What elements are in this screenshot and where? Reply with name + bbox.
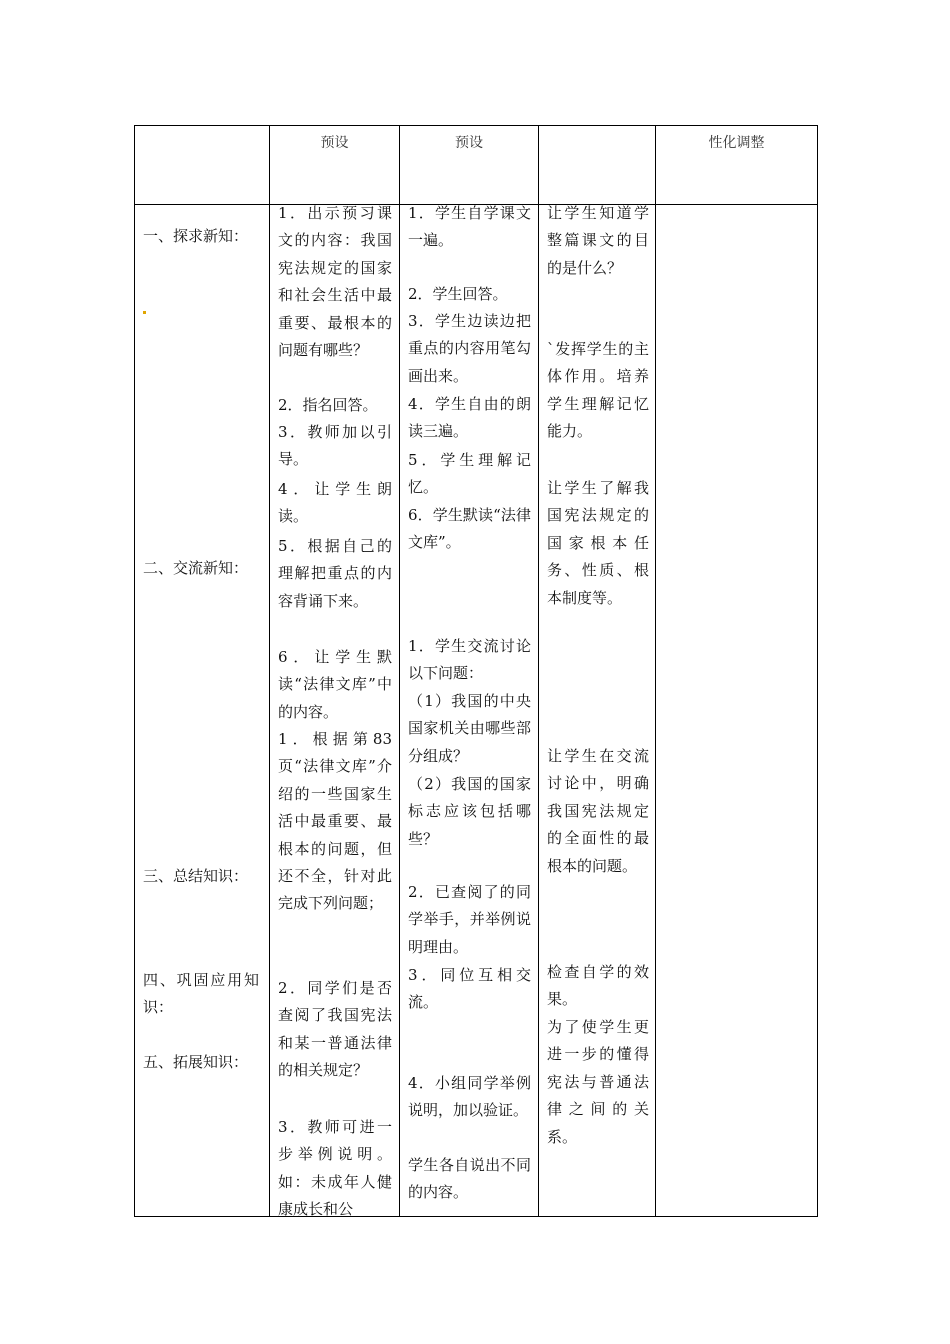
student-item-4: 4．学生自由的朗读三遍。 [408,395,531,441]
intent-item-3: 让学生了解我国宪法规定的国家根本任务、性质、根本制度等。 [547,479,649,607]
stage-3: 三、总结知识： [143,867,249,885]
teacher-item-1: 1．出示预习课文的内容：我国宪法规定的国家和社会生活中最重要、最根本的问题有哪些？ [278,204,392,360]
intent-item-2: `发挥学生的主体作用。培养学生理解记忆能力。 [547,340,649,441]
student-item-13: 学生各自说出不同的内容。 [408,1156,531,1202]
teacher-item-8: 2．同学们是否查阅了我国宪法和某一普通法律的相关规定？ [278,979,392,1080]
lesson-plan-table [134,125,818,1217]
student-item-3: 3．学生边读边把重点的内容用笔勾画出来。 [408,312,531,385]
student-item-1: 1．学生自学课文一遍。 [408,204,531,250]
student-item-5: 5．学生理解记忆。 [408,451,531,497]
student-column [400,205,539,1217]
intent-item-1: 让学生知道学整篇课文的目的是什么？ [547,204,649,277]
stage-column [135,205,270,1217]
teacher-item-6: 6．让学生默读“法律文库”中的内容。 [278,648,392,721]
adjustment-column [656,205,818,1217]
teacher-item-9: 3．教师可进一步举例说明。如：未成年人健康成长和公 [278,1118,392,1219]
intent-item-6: 为了使学生更进一步的懂得宪法与普通法律之间的关系。 [547,1018,649,1146]
teacher-item-4: 4．让学生朗读。 [278,480,392,526]
stage-4: 四、巩固应用知识： [143,971,259,1017]
header-col2: 预设 [270,126,400,205]
teacher-item-5: 5．根据自己的理解把重点的内容背诵下来。 [278,537,392,610]
teacher-item-2: 2．指名回答。 [278,396,378,414]
stage-2: 二、交流新知： [143,559,249,577]
student-item-10: 2．已查阅了的同学举手，并举例说明理由。 [408,883,531,956]
header-row [135,126,818,205]
intent-item-4: 让学生在交流讨论中，明确我国宪法规定的全面性的最根本的问题。 [547,747,649,875]
header-col3: 预设 [400,126,539,205]
student-item-7: 1．学生交流讨论以下问题： [408,637,531,683]
student-item-2: 2．学生回答。 [408,285,508,303]
header-col5: 性化调整 [656,126,818,205]
student-item-12: 4．小组同学举例说明，加以验证。 [408,1074,531,1120]
student-item-6: 6．学生默读“法律文库”。 [408,506,531,552]
intent-column [539,205,656,1217]
intent-item-5: 检查自学的效果。 [547,963,649,1009]
stage-5: 五、拓展知识： [143,1053,249,1071]
student-item-8: （1）我国的中央国家机关由哪些部分组成？ [408,692,531,765]
content-row [135,205,818,1217]
teacher-item-7: 1．根据第83页“法律文库”介绍的一些国家生活中最重要、最根本的问题，但还不全，针对此完成下列问题； [278,730,392,913]
header-col1 [135,126,270,205]
teacher-item-3: 3．教师加以引导。 [278,423,392,469]
header-col4 [539,126,656,205]
student-item-9: （2）我国的国家标志应该包括哪些？ [408,775,531,848]
teacher-column [270,205,400,1217]
stage-1: 一、探求新知： [143,227,249,245]
student-item-11: 3．同位互相交流。 [408,966,531,1012]
stray-mark [143,311,146,314]
